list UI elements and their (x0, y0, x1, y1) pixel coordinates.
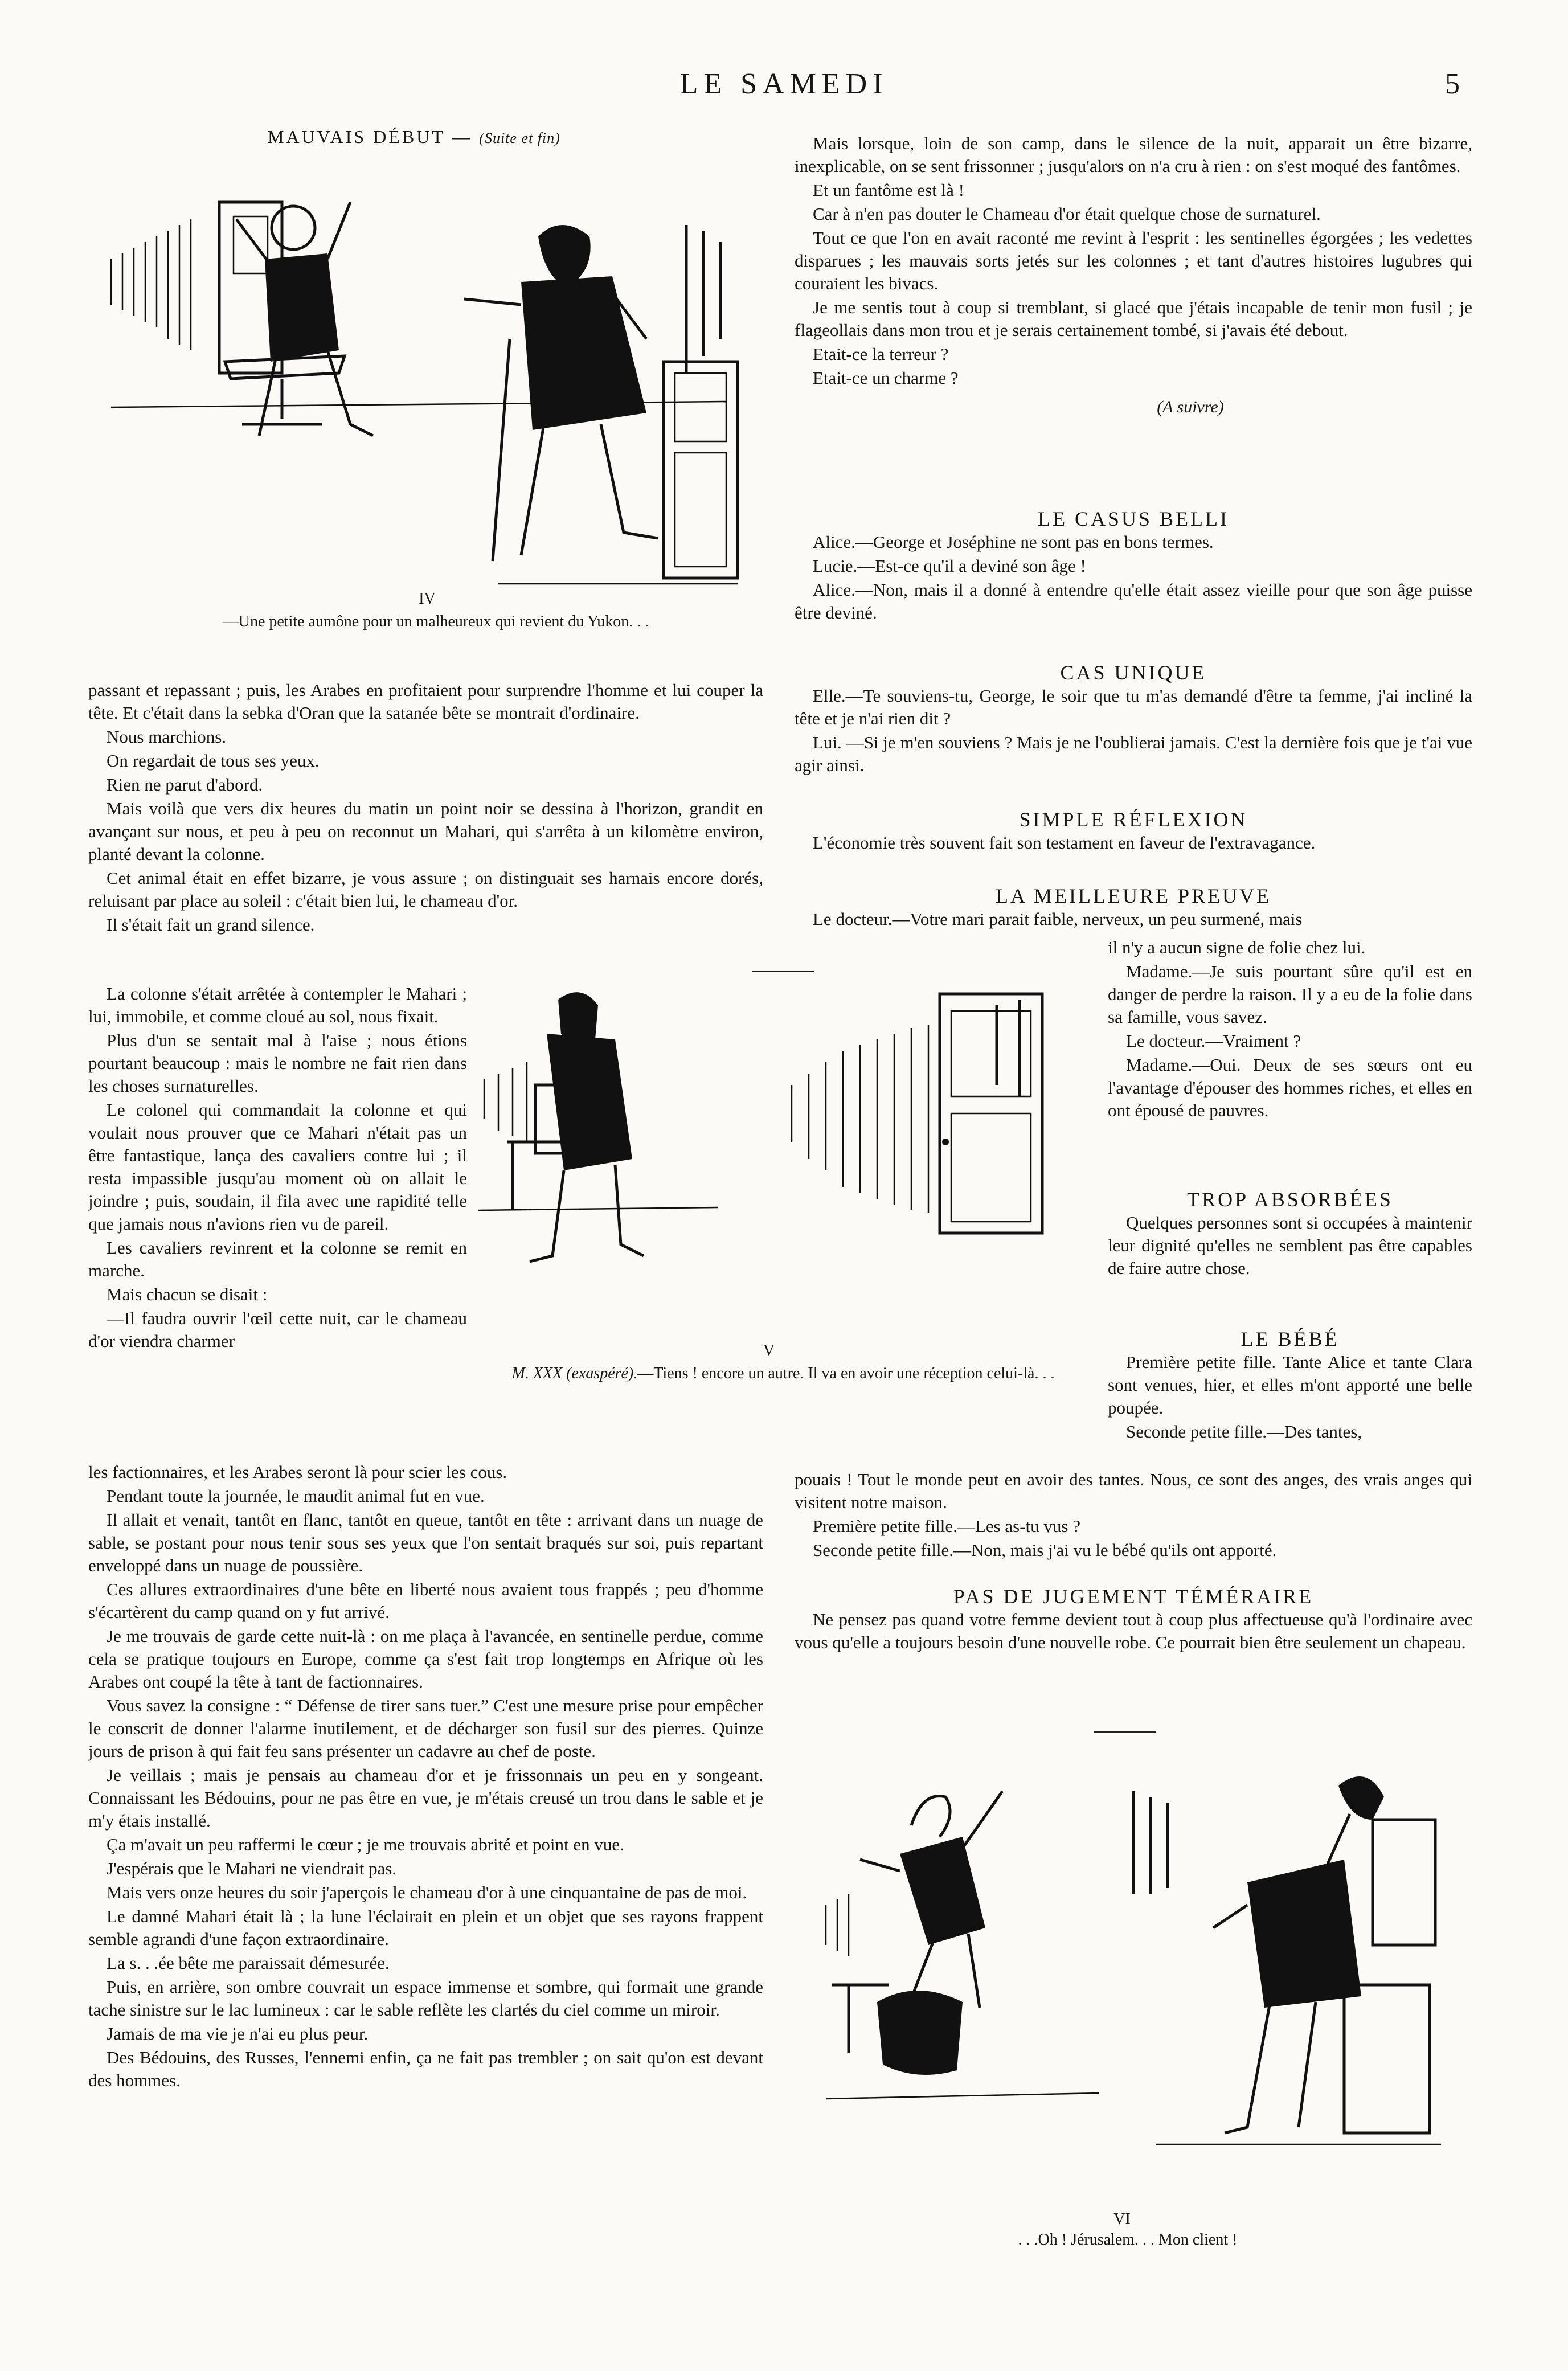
dialogue-line: il n'y a aucun signe de folie chez lui. (1108, 937, 1366, 957)
story-paragraph: Rien ne parut d'abord. (107, 775, 263, 795)
story-paragraph: Il s'était fait un grand silence. (107, 915, 315, 935)
story-paragraph: Etait-ce un charme ? (813, 368, 959, 388)
fig-v-speaker: M. XXX (exaspéré). (511, 1365, 638, 1382)
dialogue-line: Lui. —Si je m'en souviens ? Mais je ne l'oublierai jamais. C'est la dernière fois que je t'ai vue agir ainsi. (795, 732, 1472, 775)
illustration-vi (814, 1757, 1447, 2184)
story-column-left-top (88, 679, 763, 937)
section-title: LE CASUS BELLI (1037, 507, 1229, 530)
story-column-left-bottom (88, 1461, 763, 2093)
story-paragraph: Mais voilà que vers dix heures du matin un point noir se dessina à l'horizon, grandit en avançant sur nous, et peu à peu on reconnut un Mahari, qui s'arrêta à un kilomètre environ, planté devant la colonne. (88, 798, 763, 864)
dialogue-line: Madame.—Je suis pourtant sûre qu'il est en danger de perdre la raison. Il y a eu de la folie dans sa famille, vous savez. (1108, 961, 1472, 1027)
story-column-narrow (88, 982, 467, 1354)
story-paragraph: Etait-ce la terreur ? (813, 344, 949, 364)
section-cas-unique (795, 661, 1472, 778)
story-paragraph: Je me trouvais de garde cette nuit-là : on me plaça à l'avancée, en sentinelle perdue, comme cela se pratique toujours en Europe, comme ça s'est fait trop longtemps en Afrique où les Arabes ont coupé la tête à tant de factionnaires. (88, 1626, 763, 1692)
story-paragraph: La colonne s'était arrêtée à contempler le Mahari ; lui, immobile, et comme cloué au sol, nous fixait. (88, 984, 467, 1026)
story-title (268, 126, 587, 148)
story-paragraph: Tout ce que l'on en avait raconté me revint à l'esprit : les sentinelles égorgées ; les vedettes disparues ; les mauvais sorts jetés sur les colonnes ; et tant d'autres histoires lugubres qui couraient les bivacs. (795, 228, 1472, 293)
story-paragraph: Pendant toute la journée, le maudit animal fut en vue. (107, 1486, 485, 1506)
story-paragraph: Plus d'un se sentait mal à l'aise ; nous étions pourtant beaucoup : mais le nombre ne fait rien dans les choses surnaturelles. (88, 1030, 467, 1096)
page-header (0, 67, 1568, 107)
section-pas-de-jugement (795, 1584, 1472, 1655)
section-trop-absorbees (1108, 1187, 1472, 1281)
dialogue-line: Alice.—Non, mais il a donné à entendre qu'elle était assez vieille pour que son âge puisse être deviné. (795, 580, 1472, 623)
dialogue-line: Première petite fille. Tante Alice et tante Clara sont venues, hier, et elles m'ont apporté une belle poupée. (1108, 1352, 1472, 1418)
fig-iv-number: IV (419, 590, 436, 608)
story-paragraph: Ces allures extraordinaires d'une bête en liberté nous avaient tous frappés ; peu d'homme s'écartèrent du camp quand on y fut arrivé. (88, 1579, 763, 1622)
story-paragraph: Nous marchions. (107, 727, 227, 747)
section-title: SIMPLE RÉFLEXION (1019, 808, 1248, 831)
story-paragraph: Jamais de ma vie je n'ai eu plus peur. (107, 2024, 369, 2044)
dialogue-line: pouais ! Tout le monde peut en avoir des tantes. Nous, ce sont des anges, des vrais anges qui visitent notre maison. (795, 1469, 1472, 1512)
story-paragraph: passant et repassant ; puis, les Arabes en profitaient pour surprendre l'homme et lui couper la tête. Et c'était dans la sebka d'Oran que la satanée bête se montrait d'ordinaire. (88, 680, 763, 723)
story-paragraph: Cet animal était en effet bizarre, je vous assure ; on distinguait ses harnais encore dorés, reluisant par place au soleil : c'était bien lui, le chameau d'or. (88, 868, 763, 911)
fig-iv-caption: —Une petite aumône pour un malheureux qui revient du Yukon. . . (222, 613, 649, 630)
story-paragraph: Et un fantôme est là ! (813, 180, 964, 200)
dialogue-line: Seconde petite fille.—Non, mais j'ai vu le bébé qu'ils ont apporté. (813, 1540, 1277, 1560)
illustration-v (473, 971, 1071, 1336)
story-paragraph: Car à n'en pas douter le Chameau d'or était quelque chose de surnaturel. (813, 204, 1321, 224)
fig-v-caption-text: —Tiens ! encore un autre. Il va en avoir une réception celui-là. . . (637, 1365, 1055, 1382)
section-title: LA MEILLEURE PREUVE (996, 884, 1271, 907)
section-title: CAS UNIQUE (1060, 661, 1207, 684)
section-le-bebe (1108, 1327, 1472, 1444)
story-paragraph: Des Bédouins, des Russes, l'ennemi enfin, ça ne fait pas trembler ; on sait qu'on est devant des hommes. (88, 2048, 763, 2090)
separator-rule (1094, 1731, 1156, 1733)
fig-v-caption (501, 1364, 1065, 1383)
section-casus-belli (795, 507, 1472, 625)
dialogue-line: Elle.—Te souviens-tu, George, le soir que tu m'as demandé d'être ta femme, j'ai incliné la tête et je n'ai rien dit ? (795, 686, 1472, 728)
story-paragraph: Mais vers onze heures du soir j'aperçois le chameau d'or à une cinquantaine de pas de moi. (107, 1882, 747, 1902)
section-simple-reflexion (795, 808, 1472, 855)
story-paragraph: Vous savez la consigne : “ Défense de tirer sans tuer.” C'est une mesure prise pour empêcher le conscrit de donner l'alarme inutilement, et de décharger son fusil sur des pierres. Quinze jours de prison à qui fait feu sans présenter un cadavre au chef de poste. (88, 1696, 763, 1761)
section-title: PAS DE JUGEMENT TÉMÉRAIRE (953, 1585, 1314, 1608)
section-text: Ne pensez pas quand votre femme devient tout à coup plus affectueuse qu'à l'ordinaire avec vous qu'elle a toujours besoin d'une nouvelle robe. Ce pourrait bien être seulement un chapeau. (795, 1610, 1472, 1652)
dialogue-line: Le docteur.—Vraiment ? (1126, 1031, 1301, 1051)
section-meilleure-preuve (795, 884, 1472, 932)
dialogue-line: Seconde petite fille.—Des tantes, (1126, 1422, 1362, 1442)
illustration-iv (100, 168, 755, 618)
story-paragraph: Le damné Mahari était là ; la lune l'éclairait en plein et un objet que ses rayons frappent semble agrandi d'une façon extraordinaire. (88, 1906, 763, 1949)
section-title: LE BÉBÉ (1241, 1328, 1340, 1350)
section-meilleure-preuve-narrow (1108, 936, 1472, 1123)
fig-vi-number: VI (1113, 2210, 1131, 2228)
page-number: 5 (1445, 68, 1460, 100)
dialogue-line: Lucie.—Est-ce qu'il a deviné son âge ! (813, 556, 1086, 576)
story-title-text: MAUVAIS DÉBUT — (268, 126, 480, 147)
dialogue-line: Madame.—Oui. Deux de ses sœurs ont eu l'avantage d'épouser des hommes riches, et elles en ont épousé de pauvres. (1108, 1055, 1472, 1120)
section-le-bebe-full (795, 1468, 1472, 1563)
story-paragraph: On regardait de tous ses yeux. (107, 751, 320, 771)
story-paragraph: Je me sentis tout à coup si tremblant, si glacé que j'étais incapable de tenir mon fusil ; je flageollais dans mon trou et je serais certainement tombé, si j'avais été debout. (795, 297, 1472, 340)
journal-title: LE SAMEDI (679, 68, 889, 100)
story-paragraph: Le colonel qui commandait la colonne et qui voulait nous prouver que ce Mahari n'était pas un être fantastique, lança des cavaliers contre lui ; il resta impassible jusqu'au moment où on allait le joindre ; puis, soudain, il fila avec une rapidité telle que jamais nous n'avions rien vu de pareil. (88, 1100, 467, 1234)
story-paragraph: J'espérais que le Mahari ne viendrait pas. (107, 1858, 397, 1878)
dialogue-line: Première petite fille.—Les as-tu vus ? (813, 1516, 1081, 1536)
story-title-suffix: (Suite et fin) (479, 130, 560, 146)
story-column-right (795, 132, 1472, 417)
story-paragraph: —Il faudra ouvrir l'œil cette nuit, car le chameau d'or viendra charmer (88, 1308, 467, 1351)
dialogue-line: Alice.—George et Joséphine ne sont pas en bons termes. (813, 532, 1214, 552)
story-paragraph: La s. . .ée bête me paraissait démesurée. (107, 1953, 390, 1973)
story-paragraph: Les cavaliers revinrent et la colonne se remit en marche. (88, 1238, 467, 1280)
section-title: TROP ABSORBÉES (1187, 1188, 1393, 1211)
story-paragraph: les factionnaires, et les Arabes seront là pour scier les cous. (88, 1462, 507, 1482)
section-text: L'économie très souvent fait son testament en faveur de l'extravagance. (813, 833, 1316, 853)
fig-vi-caption: . . .Oh ! Jérusalem. . . Mon client ! (1018, 2231, 1238, 2249)
a-suivre: (A suivre) (1157, 398, 1224, 416)
story-paragraph: Puis, en arrière, son ombre couvrait un espace immense et sombre, qui formait une grande tache sinistre sur le lac lumineux : car le sable reflète les clartés du ciel comme un miroir. (88, 1977, 763, 2020)
story-paragraph: Ça m'avait un peu raffermi le cœur ; je me trouvais abrité et point en vue. (107, 1834, 624, 1854)
dialogue-line: Le docteur.—Votre mari parait faible, nerveux, un peu surmené, mais (813, 909, 1303, 929)
section-text: Quelques personnes sont si occupées à maintenir leur dignité qu'elles ne semblent pas être capables de faire autre chose. (1108, 1213, 1472, 1278)
story-paragraph: Mais lorsque, loin de son camp, dans le silence de la nuit, apparait un être bizarre, inexplicable, on se sent frissonner ; jusqu'alors on n'a cru à rien : on s'est moqué des fantômes. (795, 133, 1472, 176)
fig-v-number: V (763, 1342, 775, 1359)
story-paragraph: Mais chacun se disait : (107, 1284, 268, 1304)
story-paragraph: Je veillais ; mais je pensais au chameau d'or et je frissonnais un peu en y songeant. Connaissant les Bédouins, pour ne pas être en vue, je m'étais creusé un trou dans le sable et je m'y étais installé. (88, 1765, 763, 1831)
story-paragraph: Il allait et venait, tantôt en flanc, tantôt en queue, tantôt en tête : arrivant dans un nuage de sable, se postant pour nous tenir sous ses yeux que l'on sentait braqués sur soi, puis repartant enveloppé dans un nuage de poussière. (88, 1510, 763, 1575)
